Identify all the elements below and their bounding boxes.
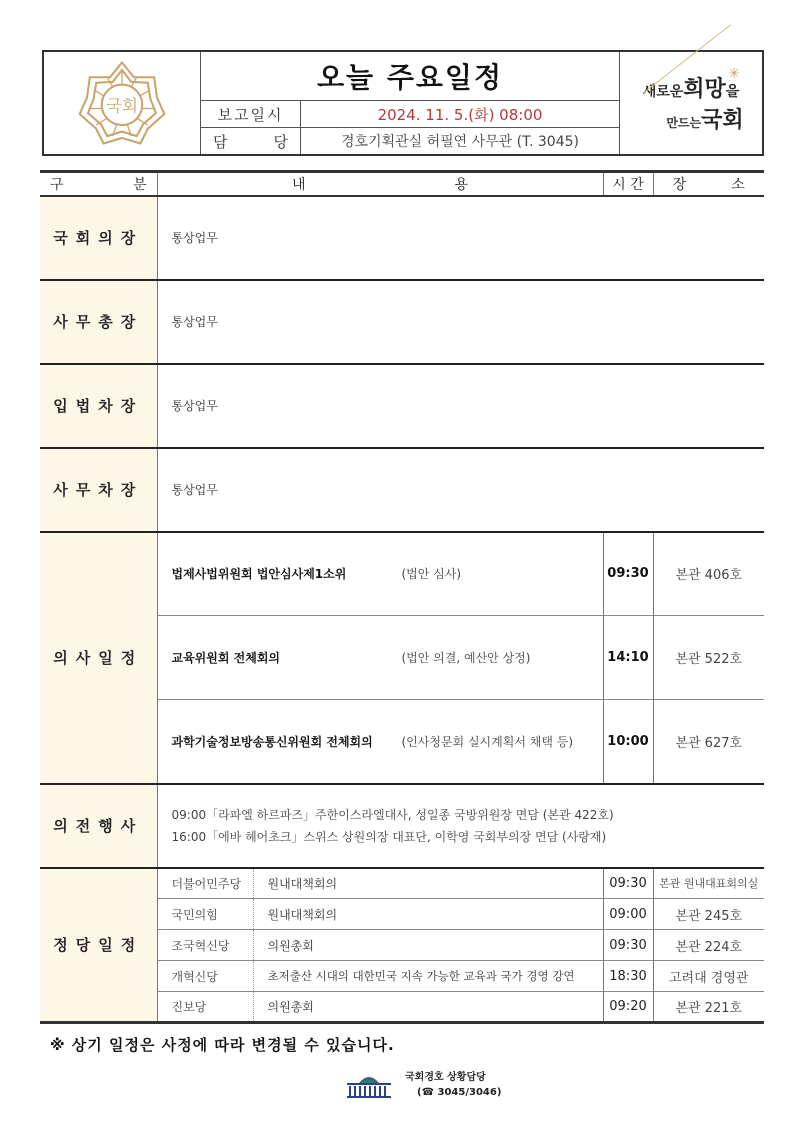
content-cell: 통상업무 xyxy=(157,364,764,448)
table-row xyxy=(40,448,764,532)
contact-label-part: 당 xyxy=(273,132,288,151)
content-cell: 통상업무 xyxy=(171,231,218,245)
slogan-text: 을 xyxy=(725,84,740,100)
footer-text xyxy=(405,1070,501,1100)
header-text: 소 xyxy=(731,176,745,193)
agenda-content-cell xyxy=(157,532,603,616)
header-info xyxy=(201,52,620,154)
party-content-cell: 원내대책회의 xyxy=(253,899,603,930)
report-time-value: 2024. 11. 5.(화) 08:00 xyxy=(377,105,543,124)
footer-org: 국회경호 상황담당 xyxy=(405,1072,486,1083)
category-cell: 입법차장 xyxy=(40,364,157,448)
table-row xyxy=(40,196,764,280)
agenda-content-cell xyxy=(157,616,603,700)
agenda-content-cell xyxy=(157,700,603,784)
slogan-emphasis: 희망 xyxy=(683,77,726,102)
time-cell: 09:30 xyxy=(603,532,653,616)
category-cell: 의사일정 xyxy=(40,532,157,784)
place-cell: 본관 원내대표회의실 xyxy=(653,868,764,899)
report-time-label: 보고일시 xyxy=(201,101,301,127)
agenda-note: (법안 의결, 예산안 상정) xyxy=(401,651,531,665)
contact-value: 경호기획관실 허필연 사무관 (T. 3045) xyxy=(341,134,579,150)
party-content-cell: 의원총회 xyxy=(253,992,603,1023)
disclaimer-note: ※ 상기 일정은 사정에 따라 변경될 수 있습니다. xyxy=(50,1036,395,1054)
table-row xyxy=(40,784,764,868)
schedule-table xyxy=(40,170,764,1024)
star-icon: ✳ xyxy=(728,66,740,82)
table-row xyxy=(40,868,764,899)
table-row xyxy=(40,280,764,364)
assembly-building-icon xyxy=(345,1071,393,1099)
place-cell: 고려대 경영관 xyxy=(653,961,764,992)
time-cell: 09:30 xyxy=(603,930,653,961)
ceremony-content-cell xyxy=(157,784,764,868)
category-cell: 국회의장 xyxy=(40,196,157,280)
place-cell: 본관 522호 xyxy=(653,616,764,700)
party-content-cell: 원내대책회의 xyxy=(253,868,603,899)
content-cell: 통상업무 xyxy=(157,448,764,532)
party-content-cell: 의원총회 xyxy=(253,930,603,961)
contact-label xyxy=(201,128,301,154)
party-name-cell: 진보당 xyxy=(157,992,253,1023)
ceremony-event: 09:00「라파엘 하르파즈」주한이스라엘대사, 성일종 국방위원장 면담 (본관 422호) xyxy=(171,807,614,822)
time-cell: 10:00 xyxy=(603,700,653,784)
header-text: 구 xyxy=(50,176,64,193)
column-header-category xyxy=(40,172,157,196)
page-title: 오늘 주요일정 xyxy=(201,52,619,101)
slogan-logo xyxy=(620,52,762,154)
category-cell: 정당일정 xyxy=(40,868,157,1023)
assembly-emblem-icon xyxy=(76,57,168,149)
place-cell: 본관 627호 xyxy=(653,700,764,784)
time-cell: 09:00 xyxy=(603,899,653,930)
category-cell: 사무차장 xyxy=(40,448,157,532)
place-cell: 본관 224호 xyxy=(653,930,764,961)
place-cell: 본관 406호 xyxy=(653,532,764,616)
svg-text:국회: 국회 xyxy=(106,96,138,116)
party-name-cell: 더불어민주당 xyxy=(157,868,253,899)
header-text: 장 xyxy=(672,176,687,193)
agenda-title: 과학기술정보방송통신위원회 전체회의 xyxy=(171,734,373,749)
party-name-cell: 국민의힘 xyxy=(157,899,253,930)
time-cell: 09:30 xyxy=(603,868,653,899)
header-text: 분 xyxy=(132,176,147,193)
column-header-time: 시 간 xyxy=(603,172,653,196)
column-header-content xyxy=(157,172,603,196)
footer-contact xyxy=(345,1070,501,1100)
agenda-note: (법안 심사) xyxy=(401,567,462,582)
contact-label-part: 담 xyxy=(213,132,228,151)
table-row xyxy=(40,364,764,448)
contact-row xyxy=(201,127,619,154)
time-cell: 14:10 xyxy=(603,616,653,700)
party-name-cell: 개혁신당 xyxy=(157,961,253,992)
party-name-cell: 조국혁신당 xyxy=(157,930,253,961)
footer-phone: (☎ 3045/3046) xyxy=(417,1087,502,1098)
header-text: 용 xyxy=(454,176,468,193)
category-cell: 사무총장 xyxy=(40,280,157,364)
table-header-row xyxy=(40,172,764,196)
time-cell: 18:30 xyxy=(603,961,653,992)
category-cell: 의전행사 xyxy=(40,784,157,868)
slogan-emphasis: 국회 xyxy=(701,108,744,133)
slogan-line-2 xyxy=(666,103,743,134)
slogan-line-1 xyxy=(643,72,740,103)
place-cell: 본관 221호 xyxy=(653,992,764,1023)
header-text: 내 xyxy=(292,176,306,193)
slogan-text: 새로운 xyxy=(642,84,684,100)
slogan-text: 만드는 xyxy=(666,116,702,130)
agenda-title: 교육위원회 전체회의 xyxy=(171,651,281,665)
time-cell: 09:20 xyxy=(603,992,653,1023)
document-header xyxy=(42,50,764,156)
report-time-row xyxy=(201,101,619,127)
place-cell: 본관 245호 xyxy=(653,899,764,930)
table-row xyxy=(40,532,764,616)
agenda-title: 법제사법위원회 법안심사제1소위 xyxy=(171,567,347,582)
ceremony-event: 16:00「에바 헤어초크」스위스 상원의장 대표단, 이학영 국회부의장 면담 (사랑재) xyxy=(171,829,607,844)
party-content-cell: 초저출산 시대의 대한민국 지속 가능한 교육과 국가 경영 강연 xyxy=(253,961,603,992)
assembly-emblem xyxy=(44,52,201,154)
column-header-place xyxy=(653,172,764,196)
content-cell: 통상업무 xyxy=(157,280,764,364)
agenda-note: (인사청문회 실시계획서 채택 등) xyxy=(401,734,574,749)
